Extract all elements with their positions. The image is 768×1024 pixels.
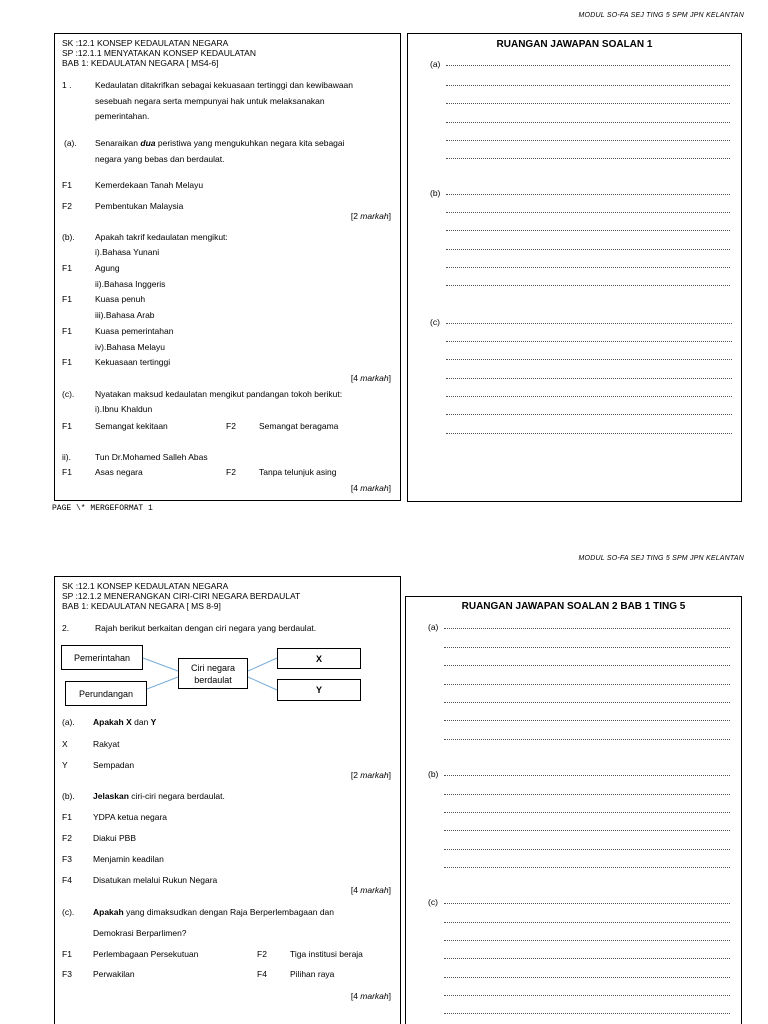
diagram-center-line-1: Ciri negara	[190, 662, 236, 673]
answer-line[interactable]	[446, 230, 730, 231]
answer-box-title: RUANGAN JAWAPAN SOALAN 2 BAB 1 TING 5	[461, 601, 686, 612]
y-answer: Sempadan	[93, 760, 135, 770]
answer-line[interactable]	[444, 720, 730, 721]
page-field-code: PAGE \* MERGEFORMAT 1	[52, 504, 153, 513]
answer-label-b: (b)	[428, 769, 439, 779]
part-a-label: (a).	[64, 138, 77, 148]
f1-label: F1	[62, 812, 72, 822]
answer-line[interactable]	[446, 267, 730, 268]
bab-line: BAB 1: KEDAULATAN NEGARA [ MS4-6]	[62, 58, 219, 68]
part-b-question: Apakah takrif kedaulatan mengikut:	[95, 232, 228, 242]
part-b-answer-3: Menjamin keadilan	[93, 854, 164, 864]
part-b-answer-iii: Kuasa pemerintahan	[95, 326, 174, 336]
sk-line: SK :12.1 KONSEP KEDAULATAN NEGARA	[62, 38, 229, 48]
answer-line[interactable]	[444, 684, 730, 685]
connector-line	[248, 658, 277, 671]
answer-line[interactable]	[444, 812, 730, 813]
page-header: MODUL SO-FA SEJ TING 5 SPM JPN KELANTAN	[578, 555, 744, 562]
part-c-ii-answer-2: Tanpa telunjuk asing	[259, 467, 337, 477]
part-b-item-i: i).Bahasa Yunani	[95, 247, 160, 257]
part-c-i-answer-1: Semangat kekitaan	[95, 421, 168, 431]
intro-line-2: sesebuah negara serta mempunyai hak untuk melaksanakan	[95, 96, 325, 106]
bab-line: BAB 1: KEDAULATAN NEGARA [ MS 8-9]	[62, 601, 221, 611]
intro-line-1: Kedaulatan ditakrifkan sebagai kekuasaan tertinggi dan kewibawaan	[95, 80, 354, 90]
answer-line[interactable]	[446, 396, 732, 397]
answer-line[interactable]	[444, 739, 730, 740]
f3-label: F3	[62, 969, 72, 979]
f2-label: F2	[257, 949, 267, 959]
answer-line[interactable]	[446, 65, 730, 66]
part-c-label: (c).	[62, 389, 75, 399]
part-c-marks: [4 markah]	[350, 483, 391, 493]
y-label: Y	[62, 760, 68, 770]
answer-label-b: (b)	[430, 188, 441, 198]
answer-line[interactable]	[444, 665, 730, 666]
part-a-question: Apakah X dan Y	[93, 717, 157, 727]
diagram-box-x: X	[277, 648, 361, 669]
answer-line[interactable]	[446, 140, 730, 141]
part-b-answer-i: Agung	[95, 263, 120, 273]
part-a-marks: [2 markah]	[350, 770, 391, 780]
part-c-question-line-2: Demokrasi Berparlimen?	[93, 928, 187, 938]
answer-line[interactable]	[444, 647, 730, 648]
answer-line[interactable]	[446, 341, 732, 342]
part-b-item-iii: iii).Bahasa Arab	[95, 310, 155, 320]
f1-label: F1	[62, 180, 72, 190]
answer-line[interactable]	[444, 958, 730, 959]
answer-line[interactable]	[446, 249, 730, 250]
part-b-item-iv: iv).Bahasa Melayu	[95, 342, 165, 352]
answer-line[interactable]	[444, 995, 730, 996]
diagram-box-pemerintahan: Pemerintahan	[61, 645, 143, 670]
answer-label-c: (c)	[428, 897, 438, 907]
f1-label: F1	[62, 357, 72, 367]
page-header: MODUL SO-FA SEJ TING 5 SPM JPN KELANTAN	[578, 12, 744, 19]
answer-line[interactable]	[444, 830, 730, 831]
part-a-question: Senaraikan dua peristiwa yang mengukuhkan negara kita sebagai	[95, 138, 345, 148]
part-b-answer-4: Disatukan melalui Rukun Negara	[93, 875, 218, 885]
part-c-marks: [4 markah]	[350, 991, 391, 1001]
part-b-answer-ii: Kuasa penuh	[95, 294, 146, 304]
answer-line[interactable]	[446, 433, 732, 434]
part-a-marks: [2 markah]	[350, 211, 391, 221]
part-c-question: Apakah yang dimaksudkan dengan Raja Berperlembagaan dan	[93, 907, 335, 917]
f3-label: F3	[62, 854, 72, 864]
part-b-item-ii: ii).Bahasa Inggeris	[95, 279, 166, 289]
x-answer: Rakyat	[93, 739, 120, 749]
answer-label-a: (a)	[428, 622, 439, 632]
f1-label: F1	[62, 294, 72, 304]
part-c-i-answer-2: Semangat beragama	[259, 421, 339, 431]
f1-label: F1	[62, 467, 72, 477]
question-number: 1 .	[62, 80, 72, 90]
f2-label: F2	[62, 833, 72, 843]
answer-line[interactable]	[446, 194, 730, 195]
answer-box-1	[407, 33, 742, 502]
f4-label: F4	[257, 969, 267, 979]
f1-label: F1	[62, 421, 72, 431]
diagram-center-line-2: berdaulat	[194, 674, 232, 685]
answer-line[interactable]	[444, 977, 730, 978]
x-label: X	[62, 739, 68, 749]
answer-line[interactable]	[446, 378, 732, 379]
part-c-ii-answer-1: Asas negara	[95, 467, 143, 477]
part-b-answer-1: YDPA ketua negara	[93, 812, 168, 822]
part-c-answer-1: Perlembagaan Persekutuan	[93, 949, 199, 959]
answer-line[interactable]	[444, 940, 730, 941]
answer-line[interactable]	[444, 1013, 730, 1014]
answer-line[interactable]	[444, 794, 730, 795]
answer-line[interactable]	[444, 775, 730, 776]
answer-line[interactable]	[444, 702, 730, 703]
diagram-box-center	[178, 658, 248, 689]
part-c-question: Nyatakan maksud kedaulatan mengikut pandangan tokoh berikut:	[95, 389, 343, 399]
connector-line	[248, 677, 277, 690]
answer-line[interactable]	[446, 359, 732, 360]
part-a-answer-2: Pembentukan Malaysia	[95, 201, 184, 211]
part-b-label: (b).	[62, 232, 75, 242]
part-b-answer-2: Diakui PBB	[93, 833, 136, 843]
answer-line[interactable]	[446, 158, 730, 159]
part-c-answer-3: Perwakilan	[93, 969, 135, 979]
answer-line[interactable]	[446, 285, 730, 286]
f2-label: F2	[62, 201, 72, 211]
answer-line[interactable]	[446, 122, 730, 123]
answer-label-c: (c)	[430, 317, 440, 327]
sp-line: SP :12.1.1 MENYATAKAN KONSEP KEDAULATAN	[62, 48, 256, 58]
part-a-label: (a).	[62, 717, 75, 727]
part-c-answer-4: Pilihan raya	[290, 969, 335, 979]
part-c-item-ii-label: ii).	[62, 452, 71, 462]
answer-line[interactable]	[444, 628, 730, 629]
f1-label: F1	[62, 263, 72, 273]
answer-line[interactable]	[446, 414, 732, 415]
part-b-marks: [4 markah]	[350, 885, 391, 895]
intro-line: Rajah berikut berkaitan dengan ciri negara yang berdaulat.	[95, 623, 317, 633]
diagram-box-perundangan: Perundangan	[65, 681, 147, 706]
intro-line-3: pemerintahan.	[95, 111, 150, 121]
sk-line: SK :12.1 KONSEP KEDAULATAN NEGARA	[62, 581, 229, 591]
part-c-answer-2: Tiga institusi beraja	[290, 949, 363, 959]
diagram-box-y: Y	[277, 679, 361, 701]
part-c-item-i: i).Ibnu Khaldun	[95, 404, 153, 414]
answer-line[interactable]	[446, 103, 730, 104]
answer-label-a: (a)	[430, 59, 441, 69]
part-a-answer-1: Kemerdekaan Tanah Melayu	[95, 180, 204, 190]
sp-line: SP :12.1.2 MENERANGKAN CIRI-CIRI NEGARA BERDAULAT	[62, 591, 301, 601]
part-c-label: (c).	[62, 907, 75, 917]
part-c-item-ii: Tun Dr.Mohamed Salleh Abas	[95, 452, 208, 462]
part-b-answer-iv: Kekuasaan tertinggi	[95, 357, 171, 367]
part-b-question: Jelaskan ciri-ciri negara berdaulat.	[93, 791, 225, 801]
part-b-label: (b).	[62, 791, 75, 801]
part-a-question-line-2: negara yang bebas dan berdaulat.	[95, 154, 225, 164]
connector-line	[147, 677, 178, 689]
answer-box-title: RUANGAN JAWAPAN SOALAN 1	[496, 39, 653, 50]
answer-box-2	[405, 596, 742, 1024]
f2-label: F2	[226, 421, 236, 431]
answer-line[interactable]	[444, 867, 730, 868]
f1-label: F1	[62, 949, 72, 959]
answer-line[interactable]	[444, 922, 730, 923]
answer-line[interactable]	[444, 903, 730, 904]
f1-label: F1	[62, 326, 72, 336]
f2-label: F2	[226, 467, 236, 477]
answer-line[interactable]	[446, 323, 732, 324]
question-1-box	[54, 33, 401, 501]
question-number: 2.	[62, 623, 70, 633]
connector-line	[143, 658, 178, 671]
part-b-marks: [4 markah]	[350, 373, 391, 383]
answer-line[interactable]	[446, 85, 730, 86]
f4-label: F4	[62, 875, 72, 885]
question-2-box	[54, 576, 401, 1024]
answer-line[interactable]	[444, 849, 730, 850]
answer-line[interactable]	[446, 212, 730, 213]
